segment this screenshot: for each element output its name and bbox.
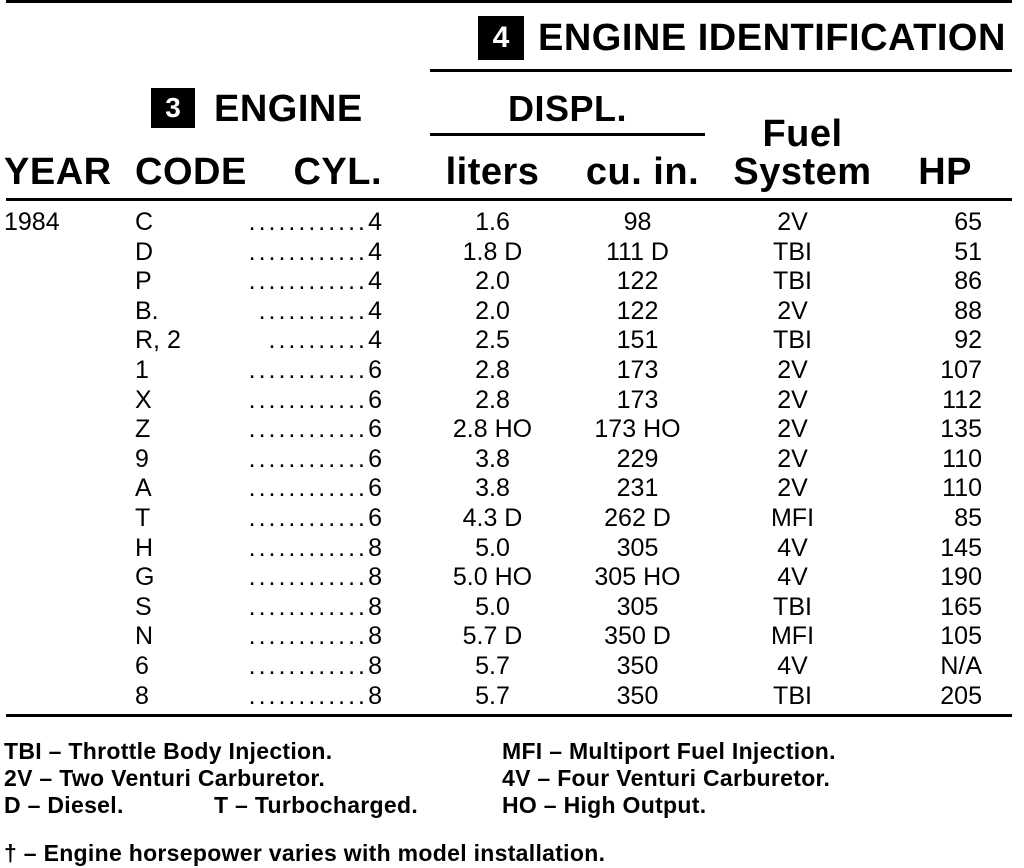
cell-code: N: [135, 622, 154, 651]
cell-liters: 5.7 D: [462, 622, 523, 651]
leader-dots: ............: [248, 385, 368, 414]
footnote-mfi: MFI – Multiport Fuel Injection.: [502, 738, 836, 764]
cell-code: H: [135, 533, 154, 562]
cell-fuel: 4V: [777, 563, 808, 592]
cell-liters: 2.8: [475, 385, 510, 414]
cell-liters: 2.8: [475, 356, 510, 384]
leader-dots: ............: [248, 652, 368, 680]
cell-cuin: 305: [616, 592, 659, 621]
leader-dots: ............: [248, 563, 368, 592]
cell-code: A: [135, 474, 152, 503]
cell-hp: 110: [942, 444, 982, 473]
cell-cuin: 122: [616, 296, 659, 325]
table-row: [0, 266, 1024, 296]
footnote-2v: 2V – Two Venturi Carburetor.: [4, 765, 326, 791]
cell-cuin: 231: [616, 474, 659, 503]
footnote-turbo: T – Turbocharged.: [214, 792, 419, 818]
table-row: [0, 207, 1024, 237]
table-row: [0, 651, 1024, 681]
cell-cuin: 173: [616, 356, 659, 384]
cell-code: S: [135, 592, 152, 621]
cell-fuel: TBI: [773, 592, 812, 621]
engine-identification-title: ENGINE IDENTIFICATION: [538, 17, 1006, 59]
leader-dots: ............: [248, 504, 368, 532]
cell-hp: 110: [942, 474, 982, 503]
cell-cyl: 4: [368, 296, 382, 325]
engine-section-title: ENGINE: [214, 88, 363, 130]
leader-dots: ............: [248, 592, 368, 621]
table-row: [0, 503, 1024, 533]
cell-hp: 65: [954, 208, 982, 236]
cell-cyl: 6: [368, 474, 382, 503]
cell-liters: 5.7: [475, 652, 510, 680]
cell-fuel: 2V: [777, 415, 808, 444]
cell-code: C: [135, 208, 154, 236]
cell-cyl: 8: [368, 592, 382, 621]
cell-cuin: 111 D: [605, 237, 669, 266]
cell-fuel: 2V: [777, 474, 808, 503]
col-header-cyl: CYL.: [293, 151, 382, 193]
leader-dots: ............: [248, 533, 368, 562]
leader-dots: ...........: [258, 296, 368, 325]
cell-fuel: 4V: [777, 533, 808, 562]
table-row: [0, 592, 1024, 622]
cell-liters: 5.7: [475, 681, 510, 710]
cell-cuin: 173: [616, 385, 659, 414]
col-header-hp: HP: [918, 151, 972, 193]
cell-code: R, 2: [135, 326, 181, 355]
cell-hp: 135: [940, 415, 982, 444]
cell-fuel: 2V: [777, 208, 808, 236]
cell-code: B.: [135, 296, 159, 325]
col-header-fuel-line2: System: [733, 151, 872, 193]
cell-hp: 165: [940, 592, 982, 621]
table-row: [0, 621, 1024, 651]
section-badge-4: 4: [478, 16, 524, 60]
table-row: [0, 355, 1024, 385]
leader-dots: ............: [248, 474, 368, 503]
cell-code: G: [135, 563, 155, 592]
cell-cyl: 8: [368, 622, 382, 651]
cell-cuin: 229: [616, 444, 659, 473]
cell-hp: 88: [954, 296, 982, 325]
cell-year: 1984: [4, 208, 60, 236]
cell-cyl: 8: [368, 563, 382, 592]
table-row: [0, 296, 1024, 326]
cell-cyl: 4: [368, 237, 382, 266]
cell-code: P: [135, 267, 152, 296]
cell-liters: 2.0: [475, 267, 510, 296]
cell-hp: 145: [940, 533, 982, 562]
cell-code: D: [135, 237, 154, 266]
cell-cuin: 173 HO: [594, 415, 681, 444]
cell-cuin: 350: [616, 681, 659, 710]
leader-dots: ............: [248, 356, 368, 384]
leader-dots: ............: [248, 237, 368, 266]
cell-liters: 2.0: [475, 296, 510, 325]
cell-hp: 86: [954, 267, 982, 296]
cell-cyl: 6: [368, 415, 382, 444]
cell-liters: 3.8: [475, 444, 510, 473]
cell-hp: N/A: [940, 652, 982, 680]
cell-cuin: 122: [616, 267, 659, 296]
cell-cyl: 8: [368, 681, 382, 710]
leader-dots: ............: [248, 267, 368, 296]
table-row: [0, 385, 1024, 415]
top-rule: [6, 0, 1012, 3]
cell-cyl: 8: [368, 652, 382, 680]
cell-code: 8: [135, 681, 149, 710]
cell-hp: 105: [940, 622, 982, 651]
cell-cyl: 8: [368, 533, 382, 562]
cell-cyl: 4: [368, 208, 382, 236]
leader-dots: ............: [248, 415, 368, 444]
cell-cuin: 305: [616, 533, 659, 562]
table-row: [0, 533, 1024, 563]
cell-cuin: 98: [623, 208, 652, 236]
cell-cyl: 6: [368, 356, 382, 384]
table-row: [0, 414, 1024, 444]
cell-fuel: TBI: [773, 267, 812, 296]
col-header-fuel-line1: Fuel: [762, 113, 843, 155]
footnote-4v: 4V – Four Venturi Carburetor.: [502, 765, 831, 791]
cell-hp: 92: [954, 326, 982, 355]
cell-liters: 5.0: [475, 533, 510, 562]
footnote-ho: HO – High Output.: [502, 792, 707, 818]
cell-fuel: MFI: [770, 504, 815, 532]
leader-dots: ..........: [268, 326, 368, 355]
cell-hp: 107: [940, 356, 982, 384]
cell-cuin: 262 D: [604, 504, 671, 532]
cell-liters: 3.8: [475, 474, 510, 503]
footnote-tbi: TBI – Throttle Body Injection.: [4, 738, 333, 764]
cell-liters: 2.8 HO: [452, 415, 533, 444]
col-header-code: CODE: [135, 151, 247, 193]
cell-fuel: 2V: [777, 296, 808, 325]
table-row: [0, 237, 1024, 267]
cell-fuel: 4V: [777, 652, 808, 680]
cell-code: T: [135, 504, 151, 532]
cell-liters: 1.8 D: [462, 237, 523, 266]
cell-code: 6: [135, 652, 149, 680]
leader-dots: ............: [248, 208, 368, 236]
table-row: [0, 473, 1024, 503]
table-row: [0, 444, 1024, 474]
cell-cyl: 6: [368, 385, 382, 414]
cell-cuin: 350: [616, 652, 659, 680]
cell-code: Z: [135, 415, 151, 444]
header-rule: [6, 198, 1012, 201]
leader-dots: ............: [248, 681, 368, 710]
col-header-cuin: cu. in.: [585, 151, 700, 193]
cell-liters: 5.0: [475, 592, 510, 621]
cell-hp: 112: [942, 385, 982, 414]
cell-hp: 190: [940, 563, 982, 592]
leader-dots: ............: [248, 622, 368, 651]
cell-liters: 1.6: [475, 208, 510, 236]
cell-code: 9: [135, 444, 149, 473]
cell-cyl: 6: [368, 444, 382, 473]
table-bottom-rule: [6, 714, 1012, 717]
cell-cyl: 4: [368, 326, 382, 355]
cell-code: X: [135, 385, 152, 414]
cell-liters: 2.5: [475, 326, 510, 355]
footnote-dagger: † – Engine horsepower varies with model installation.: [4, 840, 606, 866]
leader-dots: ............: [248, 444, 368, 473]
cell-hp: 51: [954, 237, 982, 266]
cell-fuel: 2V: [777, 444, 808, 473]
cell-liters: 5.0 HO: [452, 563, 533, 592]
cell-code: 1: [135, 356, 149, 384]
cell-hp: 205: [940, 681, 982, 710]
displ-header: DISPL.: [507, 88, 627, 129]
cell-fuel: MFI: [770, 622, 815, 651]
identification-underline: [430, 69, 1012, 72]
cell-fuel: TBI: [773, 237, 812, 266]
cell-liters: 4.3 D: [462, 504, 523, 532]
table-row: [0, 562, 1024, 592]
cell-fuel: TBI: [773, 326, 812, 355]
footnote-diesel: D – Diesel.: [4, 792, 124, 818]
displ-underline: [430, 133, 705, 136]
table-row: [0, 325, 1024, 355]
cell-fuel: 2V: [777, 356, 808, 384]
cell-fuel: 2V: [777, 385, 808, 414]
table-row: [0, 681, 1024, 711]
cell-fuel: TBI: [773, 681, 812, 710]
col-header-year: YEAR: [4, 151, 112, 193]
col-header-liters: liters: [445, 151, 540, 193]
cell-hp: 85: [954, 504, 982, 532]
section-badge-3: 3: [151, 88, 195, 128]
cell-cuin: 350 D: [604, 622, 671, 651]
cell-cuin: 151: [616, 326, 659, 355]
cell-cyl: 4: [368, 267, 382, 296]
cell-cyl: 6: [368, 504, 382, 532]
cell-cuin: 305 HO: [594, 563, 681, 592]
